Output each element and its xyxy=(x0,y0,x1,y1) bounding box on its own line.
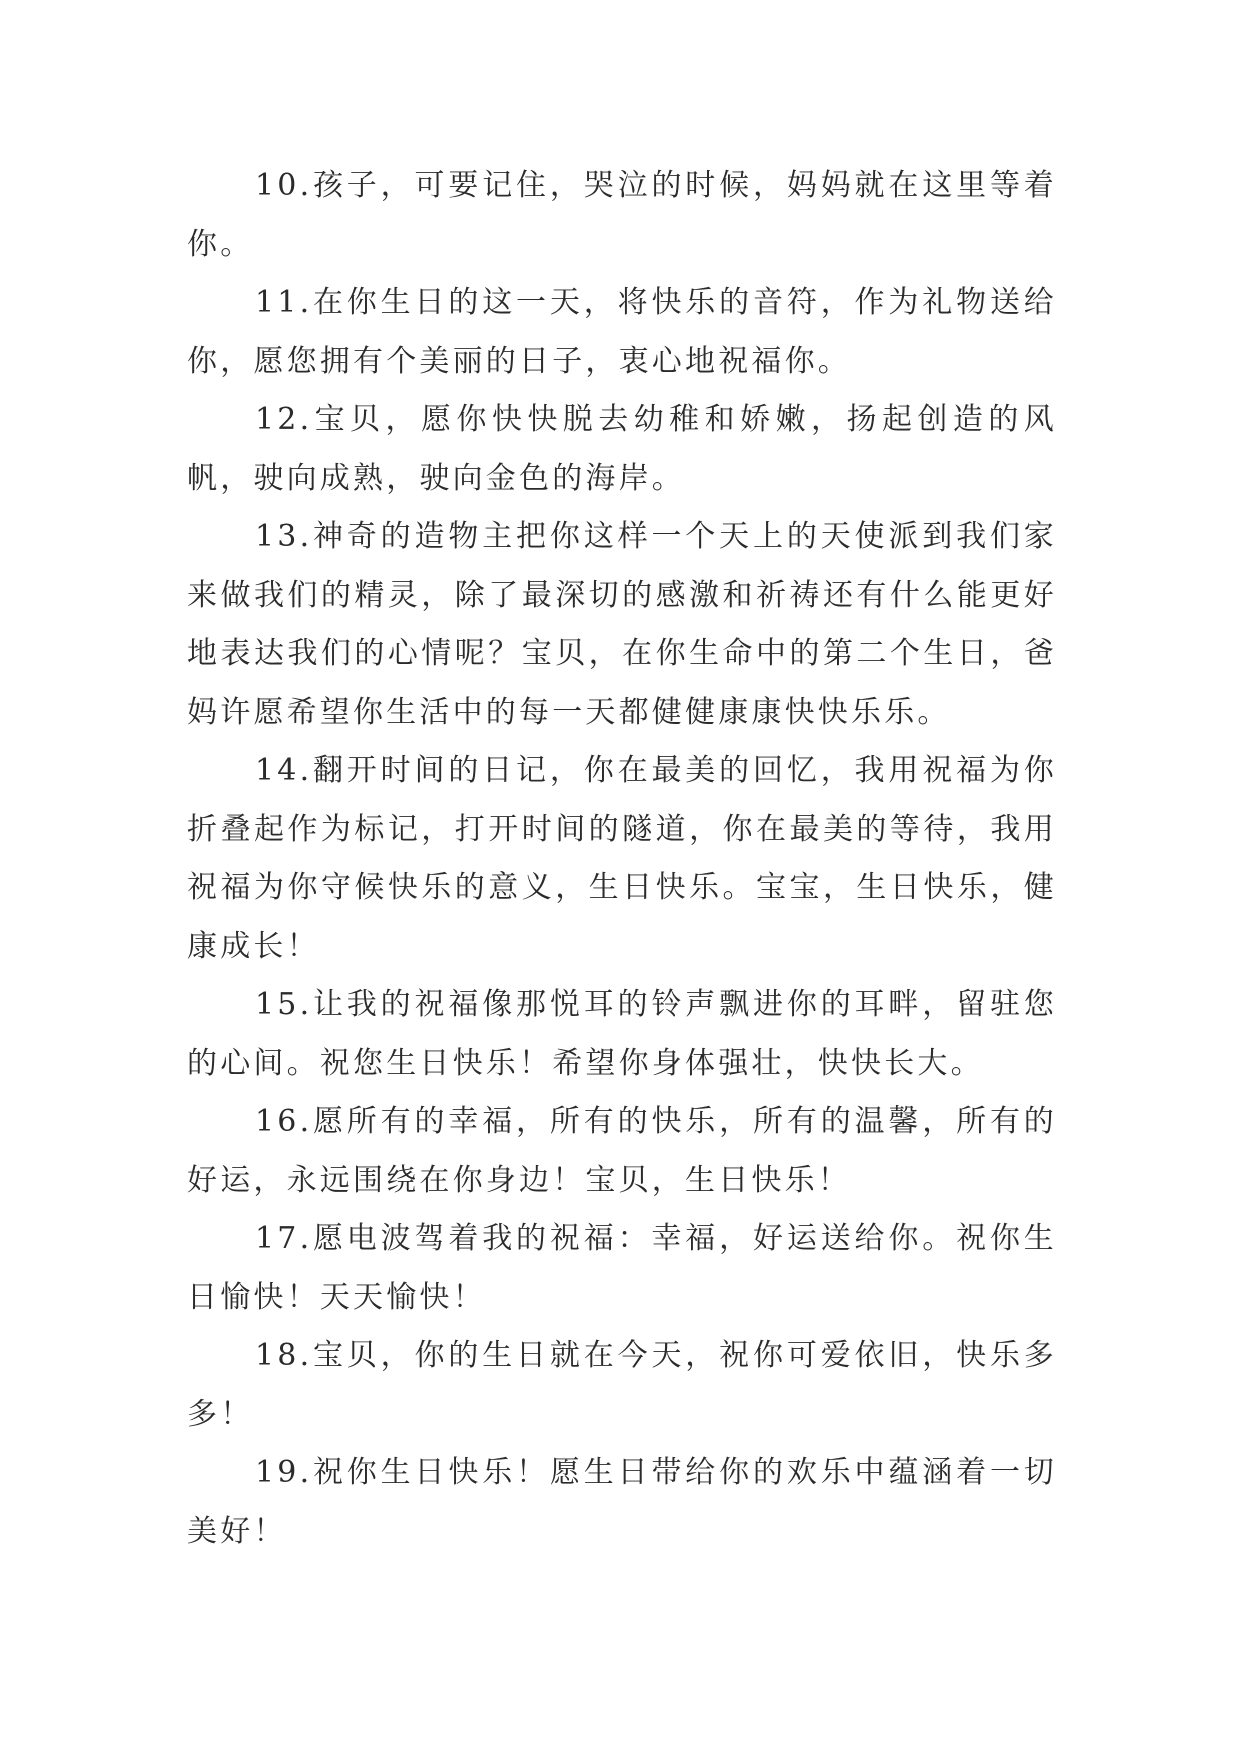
wish-paragraph-15: 15.让我的祝福像那悦耳的铃声飘进你的耳畔，留驻您的心间。祝您生日快乐！希望你身体强壮，快快长大。 xyxy=(187,987,1057,1081)
wish-paragraph-12: 12.宝贝，愿你快快脱去幼稚和娇嫩，扬起创造的风帆，驶向成熟，驶向金色的海岸。 xyxy=(187,402,1057,496)
wish-paragraph-19: 19.祝你生日快乐！愿生日带给你的欢乐中蕴涵着一切美好！ xyxy=(187,1455,1057,1549)
document-body xyxy=(187,157,1057,1561)
wish-paragraph-17: 17.愿电波驾着我的祝福：幸福，好运送给你。祝你生日愉快！天天愉快！ xyxy=(187,1221,1057,1315)
wish-paragraph-16: 16.愿所有的幸福，所有的快乐，所有的温馨，所有的好运，永远围绕在你身边！宝贝，生日快乐！ xyxy=(187,1104,1057,1198)
wish-paragraph-11: 11.在你生日的这一天，将快乐的音符，作为礼物送给你，愿您拥有个美丽的日子，衷心地祝福你。 xyxy=(187,285,1057,379)
wish-paragraph-14: 14.翻开时间的日记，你在最美的回忆，我用祝福为你折叠起作为标记，打开时间的隧道，你在最美的等待，我用祝福为你守候快乐的意义，生日快乐。宝宝，生日快乐，健康成长！ xyxy=(187,753,1057,964)
wish-paragraph-10: 10.孩子，可要记住，哭泣的时候，妈妈就在这里等着你。 xyxy=(187,168,1057,262)
wish-paragraph-13: 13.神奇的造物主把你这样一个天上的天使派到我们家来做我们的精灵，除了最深切的感激和祈祷还有什么能更好地表达我们的心情呢？宝贝，在你生命中的第二个生日，爸妈许愿希望你生活中的每一天都健健康康快快乐乐。 xyxy=(187,519,1057,730)
wish-paragraph-18: 18.宝贝，你的生日就在今天，祝你可爱依旧，快乐多多！ xyxy=(187,1338,1057,1432)
